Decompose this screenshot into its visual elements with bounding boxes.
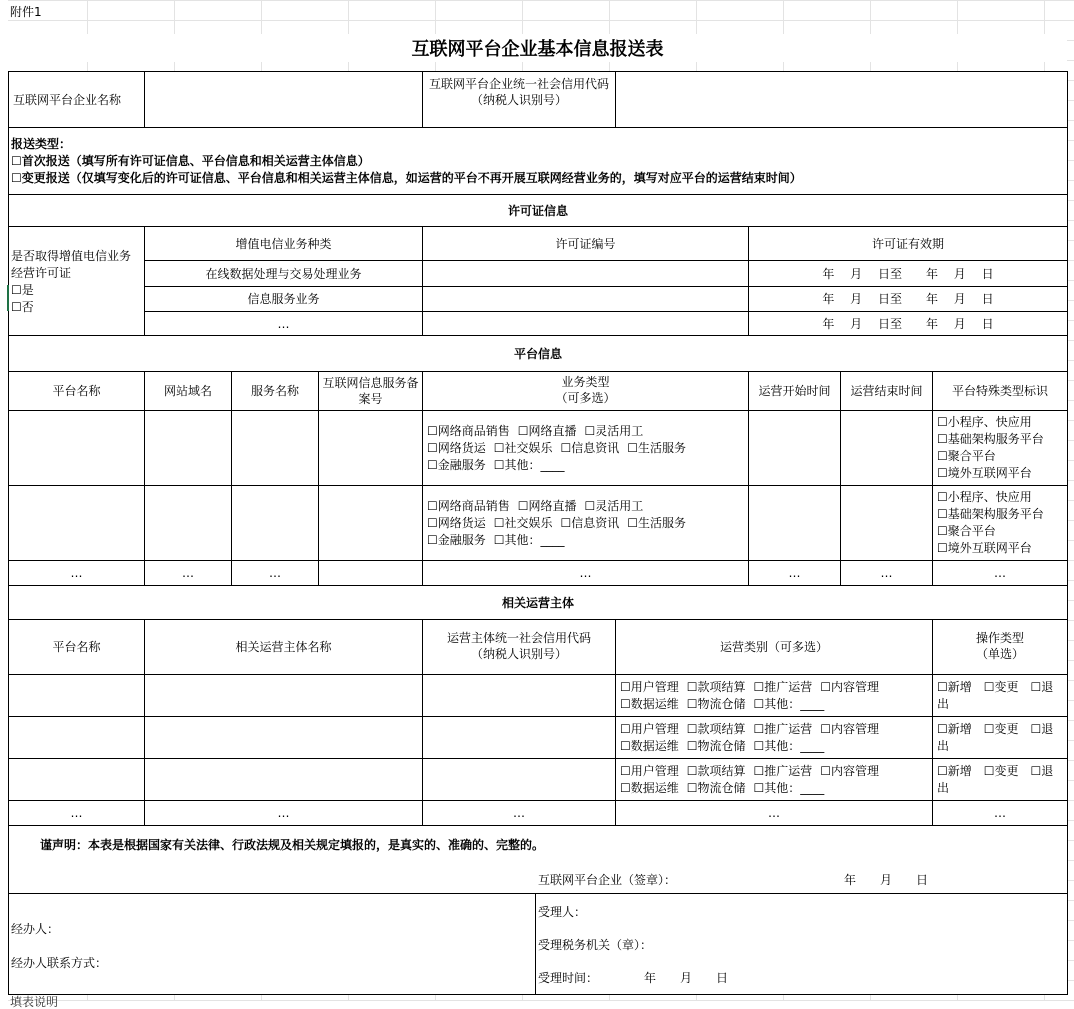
special-option[interactable]: ☐小程序、快应用 xyxy=(937,490,1032,504)
category-options xyxy=(616,679,887,713)
receive-time-label: 受理时间： xyxy=(538,971,599,985)
operator-col-entity: 相关运营主体名称 xyxy=(235,640,332,654)
category-option[interactable]: ☐推广运营 xyxy=(753,722,813,736)
category-option[interactable]: ☐物流仓储 xyxy=(686,697,746,711)
receive-date: 年 月 日 xyxy=(644,971,729,985)
ellipsis: … xyxy=(513,806,525,820)
category-option-line xyxy=(620,696,887,713)
category-option[interactable]: ☐款项结算 xyxy=(686,680,746,694)
biz-option[interactable]: ☐金融服务 xyxy=(427,533,486,547)
license-row-type: 信息服务业务 xyxy=(247,292,320,306)
handler-label: 经办人： xyxy=(11,922,60,936)
report-type-change[interactable]: ☐变更报送（仅填写变化后的许可证信息、平台信息和相关运营主体信息，如运营的平台不再开展互联网经营业务的，填写对应平台的运营结束时间） xyxy=(11,171,802,185)
license-col-number: 许可证编号 xyxy=(555,236,616,251)
special-option[interactable]: ☐基础架构服务平台 xyxy=(937,432,1044,446)
biz-option[interactable]: ☐生活服务 xyxy=(627,441,687,455)
category-option[interactable]: ☐物流仓储 xyxy=(686,739,746,753)
platform-col-icp: 互联网信息服务备案号 xyxy=(322,376,419,406)
category-option-line xyxy=(620,780,887,797)
biz-options xyxy=(423,498,694,549)
category-option[interactable]: ☐其他：____ xyxy=(753,697,825,711)
special-options xyxy=(933,414,1044,482)
instructions-cut: 填表说明 xyxy=(10,995,59,1009)
category-option[interactable]: ☐推广运营 xyxy=(753,764,813,778)
biz-option[interactable]: ☐金融服务 xyxy=(427,458,486,472)
ellipsis: … xyxy=(994,806,1006,820)
biz-option[interactable]: ☐社交娱乐 xyxy=(493,516,553,530)
biz-option-line xyxy=(427,532,694,549)
license-row-type: 在线数据处理与交易处理业务 xyxy=(205,266,362,281)
op-type-option[interactable]: ☐新增 ☐变更 ☐退 xyxy=(937,722,1054,736)
biz-options xyxy=(423,423,694,474)
biz-option[interactable]: ☐网络货运 xyxy=(427,441,486,455)
platform-col-biz xyxy=(423,374,748,410)
special-option[interactable]: ☐境外互联网平台 xyxy=(937,541,1032,555)
license-col-validity: 许可证有效期 xyxy=(871,236,944,251)
attachment-label: 附件1 xyxy=(10,5,42,19)
category-option-line xyxy=(620,721,887,738)
ellipsis: … xyxy=(788,566,801,580)
op-type-option-wrap: 出 xyxy=(937,697,950,711)
row-header-strip xyxy=(0,0,8,1001)
op-type-option-wrap: 出 xyxy=(937,739,950,753)
credit-code-label-sub: （纳税人识别号） xyxy=(470,93,567,107)
credit-code-label-main: 互联网平台企业统一社会信用代码 xyxy=(429,77,610,91)
operator-col-op-type-sub: （单选） xyxy=(975,647,1024,661)
special-option[interactable]: ☐境外互联网平台 xyxy=(937,466,1032,480)
company-seal-label: 互联网平台企业（签章）： xyxy=(538,873,677,887)
biz-option[interactable]: ☐灵活用工 xyxy=(584,424,644,438)
platform-section-title: 平台信息 xyxy=(513,346,562,361)
license-opt-no[interactable]: ☐否 xyxy=(11,300,34,314)
category-option[interactable]: ☐推广运营 xyxy=(753,680,813,694)
biz-option-line xyxy=(427,498,694,515)
category-option-line xyxy=(620,679,887,696)
ellipsis: … xyxy=(880,566,893,580)
biz-option[interactable]: ☐信息资讯 xyxy=(560,441,620,455)
category-option[interactable]: ☐用户管理 xyxy=(620,722,679,736)
credit-code-label xyxy=(423,76,615,126)
special-option[interactable]: ☐基础架构服务平台 xyxy=(937,507,1044,521)
platform-col-start: 运营开始时间 xyxy=(758,384,831,398)
handler-contact-label: 经办人联系方式： xyxy=(11,956,108,970)
report-type-first[interactable]: ☐首次报送（填写所有许可证信息、平台信息和相关运营主体信息） xyxy=(11,154,370,168)
category-option[interactable]: ☐内容管理 xyxy=(820,764,880,778)
declaration: 谨声明：本表是根据国家有关法律、行政法规及相关规定填报的，是真实的、准确的、完整的。 xyxy=(40,838,545,852)
biz-option[interactable]: ☐网络商品销售 xyxy=(427,499,510,513)
operator-col-code-title: 运营主体统一社会信用代码 xyxy=(446,631,591,645)
biz-option[interactable]: ☐生活服务 xyxy=(627,516,687,530)
category-option[interactable]: ☐物流仓储 xyxy=(686,781,746,795)
platform-col-name: 平台名称 xyxy=(52,384,101,398)
biz-option-line xyxy=(427,440,694,457)
op-type-options xyxy=(933,679,1053,713)
license-section-title: 许可证信息 xyxy=(507,203,568,218)
category-options xyxy=(616,763,887,797)
op-type-option[interactable]: ☐新增 ☐变更 ☐退 xyxy=(937,680,1054,694)
category-option-line xyxy=(620,738,887,755)
biz-option-line xyxy=(427,423,694,440)
category-option-line xyxy=(620,763,887,780)
biz-option[interactable]: ☐其他：____ xyxy=(493,458,565,472)
op-type-options xyxy=(933,721,1053,755)
category-option[interactable]: ☐用户管理 xyxy=(620,764,679,778)
biz-option[interactable]: ☐灵活用工 xyxy=(584,499,644,513)
ellipsis: … xyxy=(768,806,780,820)
category-option[interactable]: ☐数据运维 xyxy=(620,781,679,795)
ellipsis: … xyxy=(70,806,83,820)
category-option[interactable]: ☐内容管理 xyxy=(820,722,880,736)
category-option[interactable]: ☐其他：____ xyxy=(753,781,825,795)
tax-office-label: 受理税务机关（章）： xyxy=(538,938,653,952)
special-option[interactable]: ☐聚合平台 xyxy=(937,449,996,463)
biz-option[interactable]: ☐网络商品销售 xyxy=(427,424,510,438)
category-option[interactable]: ☐款项结算 xyxy=(686,764,746,778)
biz-option[interactable]: ☐网络直播 xyxy=(517,499,577,513)
biz-option[interactable]: ☐网络货运 xyxy=(427,516,486,530)
receiver-label: 受理人： xyxy=(538,905,587,919)
ellipsis: … xyxy=(182,566,194,580)
platform-col-service: 服务名称 xyxy=(250,384,299,398)
category-option[interactable]: ☐内容管理 xyxy=(820,680,880,694)
category-option[interactable]: ☐款项结算 xyxy=(686,722,746,736)
license-row-validity: 年 月 日至 年 月 日 xyxy=(822,316,994,331)
special-option[interactable]: ☐小程序、快应用 xyxy=(937,415,1032,429)
platform-col-biz-title: 业务类型 xyxy=(561,375,610,389)
biz-option[interactable]: ☐其他：____ xyxy=(493,533,565,547)
category-option[interactable]: ☐用户管理 xyxy=(620,680,679,694)
platform-col-biz-sub: （可多选） xyxy=(555,391,616,405)
special-option[interactable]: ☐聚合平台 xyxy=(937,524,996,538)
operator-col-code-sub: （纳税人识别号） xyxy=(470,647,567,661)
op-type-option-wrap: 出 xyxy=(937,781,950,795)
operator-col-category: 运营类别（可多选） xyxy=(719,640,828,654)
operator-col-platform: 平台名称 xyxy=(52,640,101,654)
license-row-type: … xyxy=(277,316,290,331)
operator-section-title: 相关运营主体 xyxy=(501,595,574,610)
ellipsis: … xyxy=(579,566,592,580)
special-options xyxy=(933,489,1044,557)
biz-option-line xyxy=(427,457,694,474)
license-row-validity: 年 月 日至 年 月 日 xyxy=(822,266,994,281)
license-question-text: 是否取得增值电信业务经营许可证 xyxy=(11,249,132,280)
company-name-field[interactable] xyxy=(146,73,421,126)
category-option[interactable]: ☐数据运维 xyxy=(620,697,679,711)
operator-col-op-type xyxy=(933,630,1067,670)
platform-col-domain: 网站域名 xyxy=(163,384,212,398)
license-question xyxy=(11,248,141,316)
op-type-option[interactable]: ☐新增 ☐变更 ☐退 xyxy=(937,764,1054,778)
biz-option[interactable]: ☐信息资讯 xyxy=(560,516,620,530)
form-title: 互联网平台企业基本信息报送表 xyxy=(8,34,1067,62)
credit-code-field[interactable] xyxy=(617,73,1066,126)
cell-selection-marker xyxy=(7,285,9,311)
category-option[interactable]: ☐其他：____ xyxy=(753,739,825,753)
category-options xyxy=(616,721,887,755)
seal-date: 年 月 日 xyxy=(844,873,929,887)
operator-col-op-type-title: 操作类型 xyxy=(975,631,1024,645)
report-type-heading: 报送类型： xyxy=(11,137,72,151)
license-row-validity: 年 月 日至 年 月 日 xyxy=(822,292,994,306)
op-type-options xyxy=(933,763,1053,797)
report-type xyxy=(11,136,802,187)
biz-option-line xyxy=(427,515,694,532)
ellipsis: … xyxy=(277,806,290,820)
company-name-label: 互联网平台企业名称 xyxy=(13,92,122,107)
ellipsis: … xyxy=(994,566,1006,580)
category-option[interactable]: ☐数据运维 xyxy=(620,739,679,753)
platform-col-special: 平台特殊类型标识 xyxy=(951,384,1048,398)
platform-col-end: 运营结束时间 xyxy=(850,384,923,398)
biz-option[interactable]: ☐社交娱乐 xyxy=(493,441,553,455)
ellipsis: … xyxy=(70,566,83,580)
operator-col-code xyxy=(423,630,615,670)
license-opt-yes[interactable]: ☐是 xyxy=(11,283,34,297)
ellipsis: … xyxy=(269,566,281,580)
biz-option[interactable]: ☐网络直播 xyxy=(517,424,577,438)
license-col-type: 增值电信业务种类 xyxy=(235,236,332,251)
